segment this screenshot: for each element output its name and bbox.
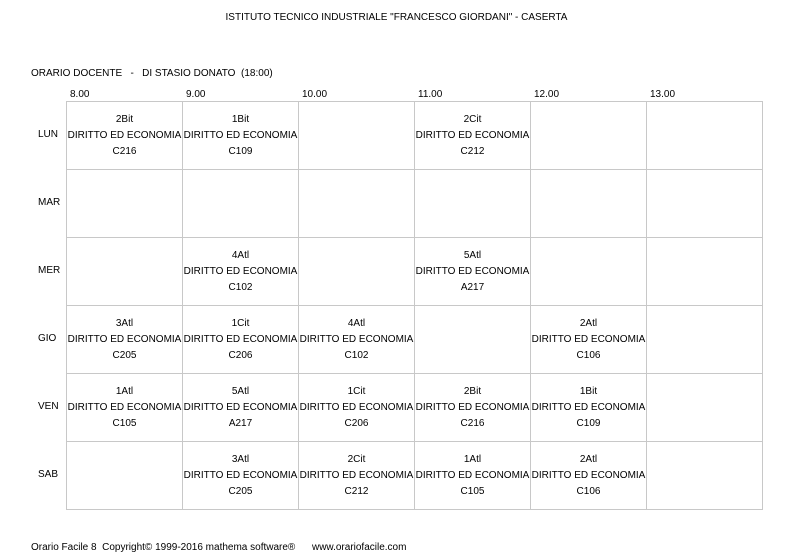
empty-cell xyxy=(67,170,183,238)
time-label: 12.00 xyxy=(534,89,560,100)
subject-label: DIRITTO ED ECONOMIA xyxy=(531,333,646,345)
timetable-row xyxy=(67,442,763,510)
subject-label: DIRITTO ED ECONOMIA xyxy=(415,129,530,141)
room-label: C206 xyxy=(344,417,369,429)
subject-label: DIRITTO ED ECONOMIA xyxy=(531,401,646,413)
class-label: 4Atl xyxy=(347,317,366,329)
teacher-schedule-heading: ORARIO DOCENTE - DI STASIO DONATO (18:00) xyxy=(31,68,273,79)
empty-cell xyxy=(531,102,647,170)
class-label: 2Cit xyxy=(347,453,366,465)
subject-label: DIRITTO ED ECONOMIA xyxy=(415,469,530,481)
subject-label: DIRITTO ED ECONOMIA xyxy=(299,469,414,481)
room-label: C106 xyxy=(576,485,601,497)
timetable-grid xyxy=(66,101,763,510)
room-label: C206 xyxy=(228,349,253,361)
room-label: C102 xyxy=(344,349,369,361)
lesson-cell xyxy=(531,442,647,510)
lesson-cell xyxy=(415,238,531,306)
lesson-cell xyxy=(67,374,183,442)
class-label: 5Atl xyxy=(231,385,250,397)
lesson-cell xyxy=(299,442,415,510)
empty-cell xyxy=(415,306,531,374)
time-label: 10.00 xyxy=(302,89,328,100)
time-label: 9.00 xyxy=(186,89,206,100)
subject-label: DIRITTO ED ECONOMIA xyxy=(183,401,298,413)
day-label: MER xyxy=(38,265,61,276)
class-label: 1Bit xyxy=(231,113,250,125)
class-label: 2Atl xyxy=(579,317,598,329)
empty-cell xyxy=(299,238,415,306)
timetable-row xyxy=(67,238,763,306)
class-label: 1Atl xyxy=(115,385,134,397)
room-label: C106 xyxy=(576,349,601,361)
empty-cell xyxy=(299,102,415,170)
subject-label: DIRITTO ED ECONOMIA xyxy=(415,265,530,277)
lesson-cell xyxy=(299,374,415,442)
lesson-cell xyxy=(67,306,183,374)
empty-cell xyxy=(67,442,183,510)
subject-label: DIRITTO ED ECONOMIA xyxy=(183,265,298,277)
time-label: 8.00 xyxy=(70,89,90,100)
day-label: LUN xyxy=(38,129,59,140)
timetable-row xyxy=(67,170,763,238)
room-label: C216 xyxy=(112,145,137,157)
lesson-cell xyxy=(415,374,531,442)
day-label: MAR xyxy=(38,197,61,208)
lesson-cell xyxy=(415,102,531,170)
timetable-row xyxy=(67,374,763,442)
room-label: C205 xyxy=(112,349,137,361)
room-label: C109 xyxy=(576,417,601,429)
empty-cell xyxy=(647,442,763,510)
school-title: ISTITUTO TECNICO INDUSTRIALE "FRANCESCO GIORDANI" - CASERTA xyxy=(225,12,568,23)
empty-cell xyxy=(299,170,415,238)
empty-cell xyxy=(531,238,647,306)
footer-copyright: Orario Facile 8 Copyright© 1999-2016 mathema software® www.orariofacile.com xyxy=(31,542,407,553)
empty-cell xyxy=(647,102,763,170)
room-label: C105 xyxy=(460,485,485,497)
empty-cell xyxy=(531,170,647,238)
room-label: C109 xyxy=(228,145,253,157)
day-label: SAB xyxy=(38,469,59,480)
class-label: 4Atl xyxy=(231,249,250,261)
time-label: 13.00 xyxy=(650,89,676,100)
day-label: GIO xyxy=(38,333,57,344)
lesson-cell xyxy=(183,306,299,374)
lesson-cell xyxy=(67,102,183,170)
class-label: 1Atl xyxy=(463,453,482,465)
class-label: 1Cit xyxy=(347,385,366,397)
subject-label: DIRITTO ED ECONOMIA xyxy=(183,333,298,345)
room-label: A217 xyxy=(228,417,253,429)
lesson-cell xyxy=(531,374,647,442)
room-label: C205 xyxy=(228,485,253,497)
room-label: C105 xyxy=(112,417,137,429)
timetable-row xyxy=(67,306,763,374)
room-label: A217 xyxy=(460,281,485,293)
class-label: 5Atl xyxy=(463,249,482,261)
class-label: 3Atl xyxy=(115,317,134,329)
lesson-cell xyxy=(183,374,299,442)
subject-label: DIRITTO ED ECONOMIA xyxy=(183,129,298,141)
subject-label: DIRITTO ED ECONOMIA xyxy=(183,469,298,481)
subject-label: DIRITTO ED ECONOMIA xyxy=(299,333,414,345)
lesson-cell xyxy=(183,442,299,510)
class-label: 2Cit xyxy=(463,113,482,125)
subject-label: DIRITTO ED ECONOMIA xyxy=(531,469,646,481)
empty-cell xyxy=(647,170,763,238)
lesson-cell xyxy=(299,306,415,374)
room-label: C212 xyxy=(460,145,485,157)
subject-label: DIRITTO ED ECONOMIA xyxy=(67,333,182,345)
empty-cell xyxy=(647,306,763,374)
class-label: 2Bit xyxy=(463,385,482,397)
class-label: 1Bit xyxy=(579,385,598,397)
class-label: 1Cit xyxy=(231,317,250,329)
lesson-cell xyxy=(415,442,531,510)
subject-label: DIRITTO ED ECONOMIA xyxy=(299,401,414,413)
timetable-row xyxy=(67,102,763,170)
class-label: 2Atl xyxy=(579,453,598,465)
subject-label: DIRITTO ED ECONOMIA xyxy=(415,401,530,413)
empty-cell xyxy=(647,238,763,306)
lesson-cell xyxy=(183,102,299,170)
room-label: C102 xyxy=(228,281,253,293)
room-label: C216 xyxy=(460,417,485,429)
time-header xyxy=(0,89,793,101)
subject-label: DIRITTO ED ECONOMIA xyxy=(67,129,182,141)
subject-label: DIRITTO ED ECONOMIA xyxy=(67,401,182,413)
time-label: 11.00 xyxy=(418,89,443,100)
lesson-cell xyxy=(183,238,299,306)
class-label: 3Atl xyxy=(231,453,250,465)
empty-cell xyxy=(415,170,531,238)
empty-cell xyxy=(183,170,299,238)
empty-cell xyxy=(647,374,763,442)
day-label: VEN xyxy=(38,401,59,412)
empty-cell xyxy=(67,238,183,306)
lesson-cell xyxy=(531,306,647,374)
room-label: C212 xyxy=(344,485,369,497)
class-label: 2Bit xyxy=(115,113,134,125)
